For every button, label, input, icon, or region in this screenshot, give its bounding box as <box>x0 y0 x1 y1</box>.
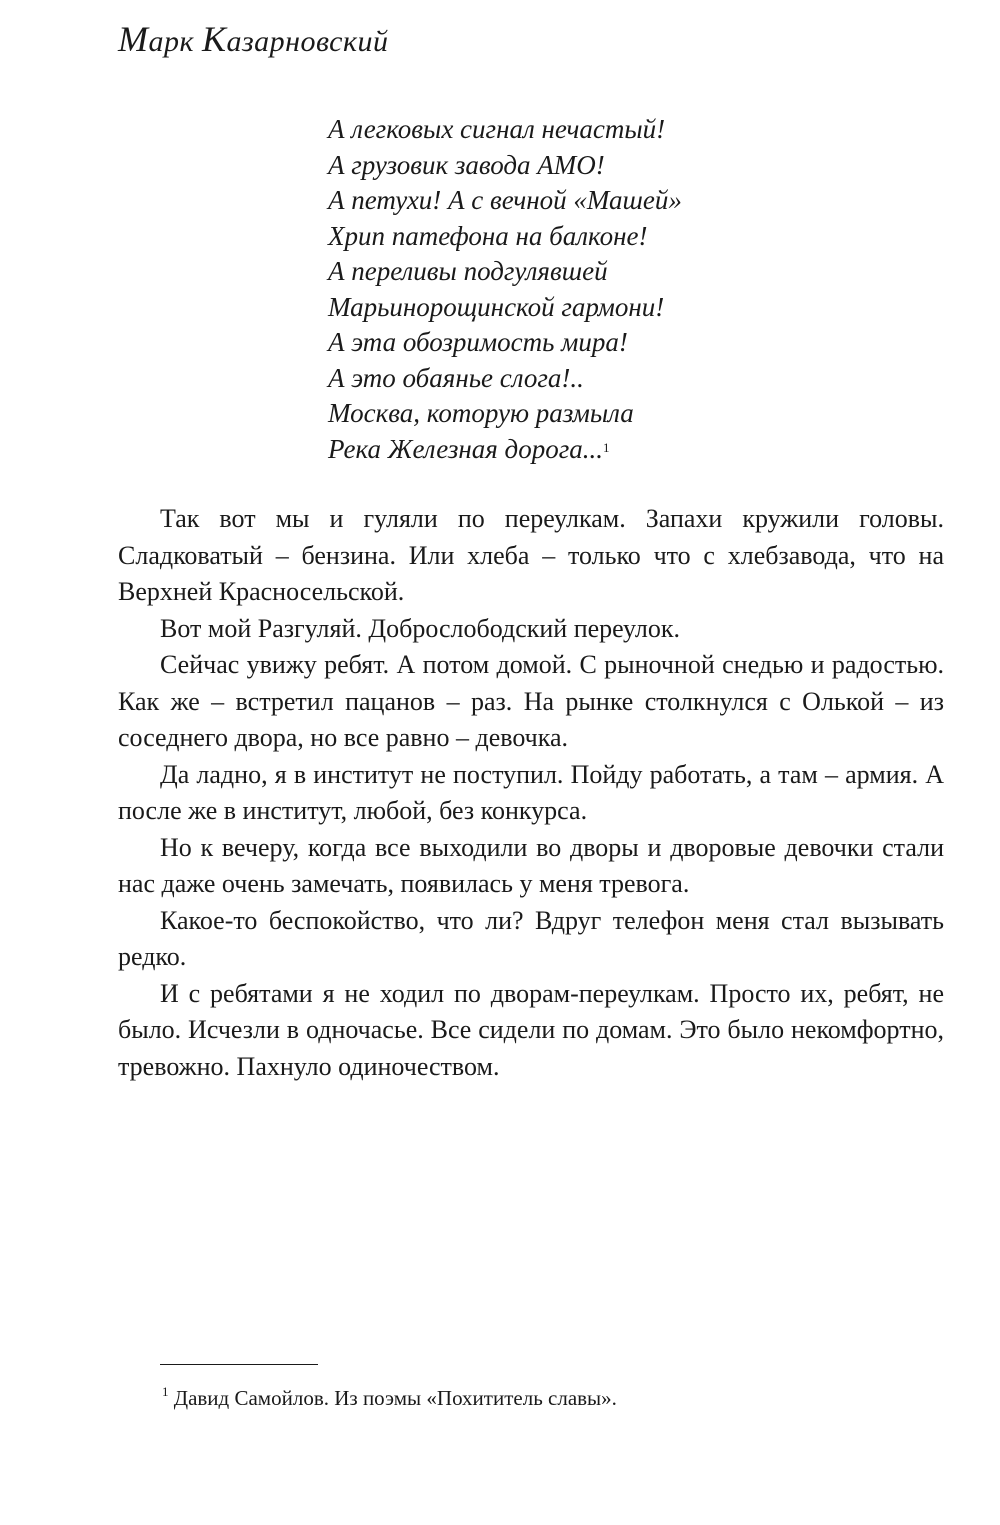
author-last-name: азарновский <box>226 25 389 58</box>
paragraph: Но к вечеру, когда все выходили во дворы и дворовые девочки стали нас даже очень замечать, появилась у меня тревога. <box>118 832 944 898</box>
poem-line: Хрип патефона на балконе! <box>328 220 648 251</box>
poem-line: Марьинорощинской гармони! <box>328 291 665 322</box>
body-text <box>118 501 944 1085</box>
poem-line-text: Река Железная дорога... <box>328 433 603 464</box>
poem-line: А эта обозримость мира! <box>328 327 628 357</box>
footnote <box>162 1386 617 1411</box>
footnote-mark: 1 <box>162 1384 169 1399</box>
poem-line: А это обаянье слога!.. <box>328 362 584 393</box>
paragraph: Какое-то беспокойство, что ли? Вдруг телефон меня стал вызывать редко. <box>118 905 944 971</box>
running-head-author <box>118 18 389 60</box>
poem-line: А переливы подгулявшей <box>328 256 608 286</box>
footnote-reference-mark[interactable]: 1 <box>603 439 610 455</box>
poem-line: А легковых сигнал нечастый! <box>328 114 666 144</box>
poem-line: Москва, которую размыла <box>328 398 634 428</box>
author-initial-last: К <box>202 19 227 59</box>
poem-line-last <box>328 432 682 468</box>
paragraph: Так вот мы и гуляли по переулкам. Запахи кружили головы. Сладковатый – бензина. Или хлеба – только что с хлебзавода, что на Верхней Красносельской. <box>118 504 944 606</box>
paragraph: И с ребятами я не ходил по дворам-переулкам. Просто их, ребят, не было. Исчезли в одночасье. Все сидели по домам. Это было некомфортно, тревожно. Пахнуло одиночеством. <box>118 978 944 1081</box>
poem-line: А петухи! А с вечной «Машей» <box>328 185 682 215</box>
poem-epigraph <box>328 112 682 467</box>
paragraph: Сейчас увижу ребят. А потом домой. С рыночной снедью и радостью. Как же – встретил пацанов – раз. На рынке столкнулся с Олькой – из соседнего двора, но все равно – девочка. <box>118 650 944 752</box>
author-first-name: арк <box>148 25 203 58</box>
paragraph: Вот мой Разгуляй. Доброслободский переулок. <box>160 613 681 643</box>
footnote-divider <box>160 1364 318 1365</box>
poem-line: А грузовик завода АМО! <box>328 149 605 180</box>
paragraph: Да ладно, я в институт не поступил. Пойду работать, а там – армия. А после же в институт, любой, без конкурса. <box>118 759 944 825</box>
author-initial-first: М <box>118 19 149 59</box>
footnote-text: Давид Самойлов. Из поэмы «Похититель славы». <box>173 1386 617 1410</box>
